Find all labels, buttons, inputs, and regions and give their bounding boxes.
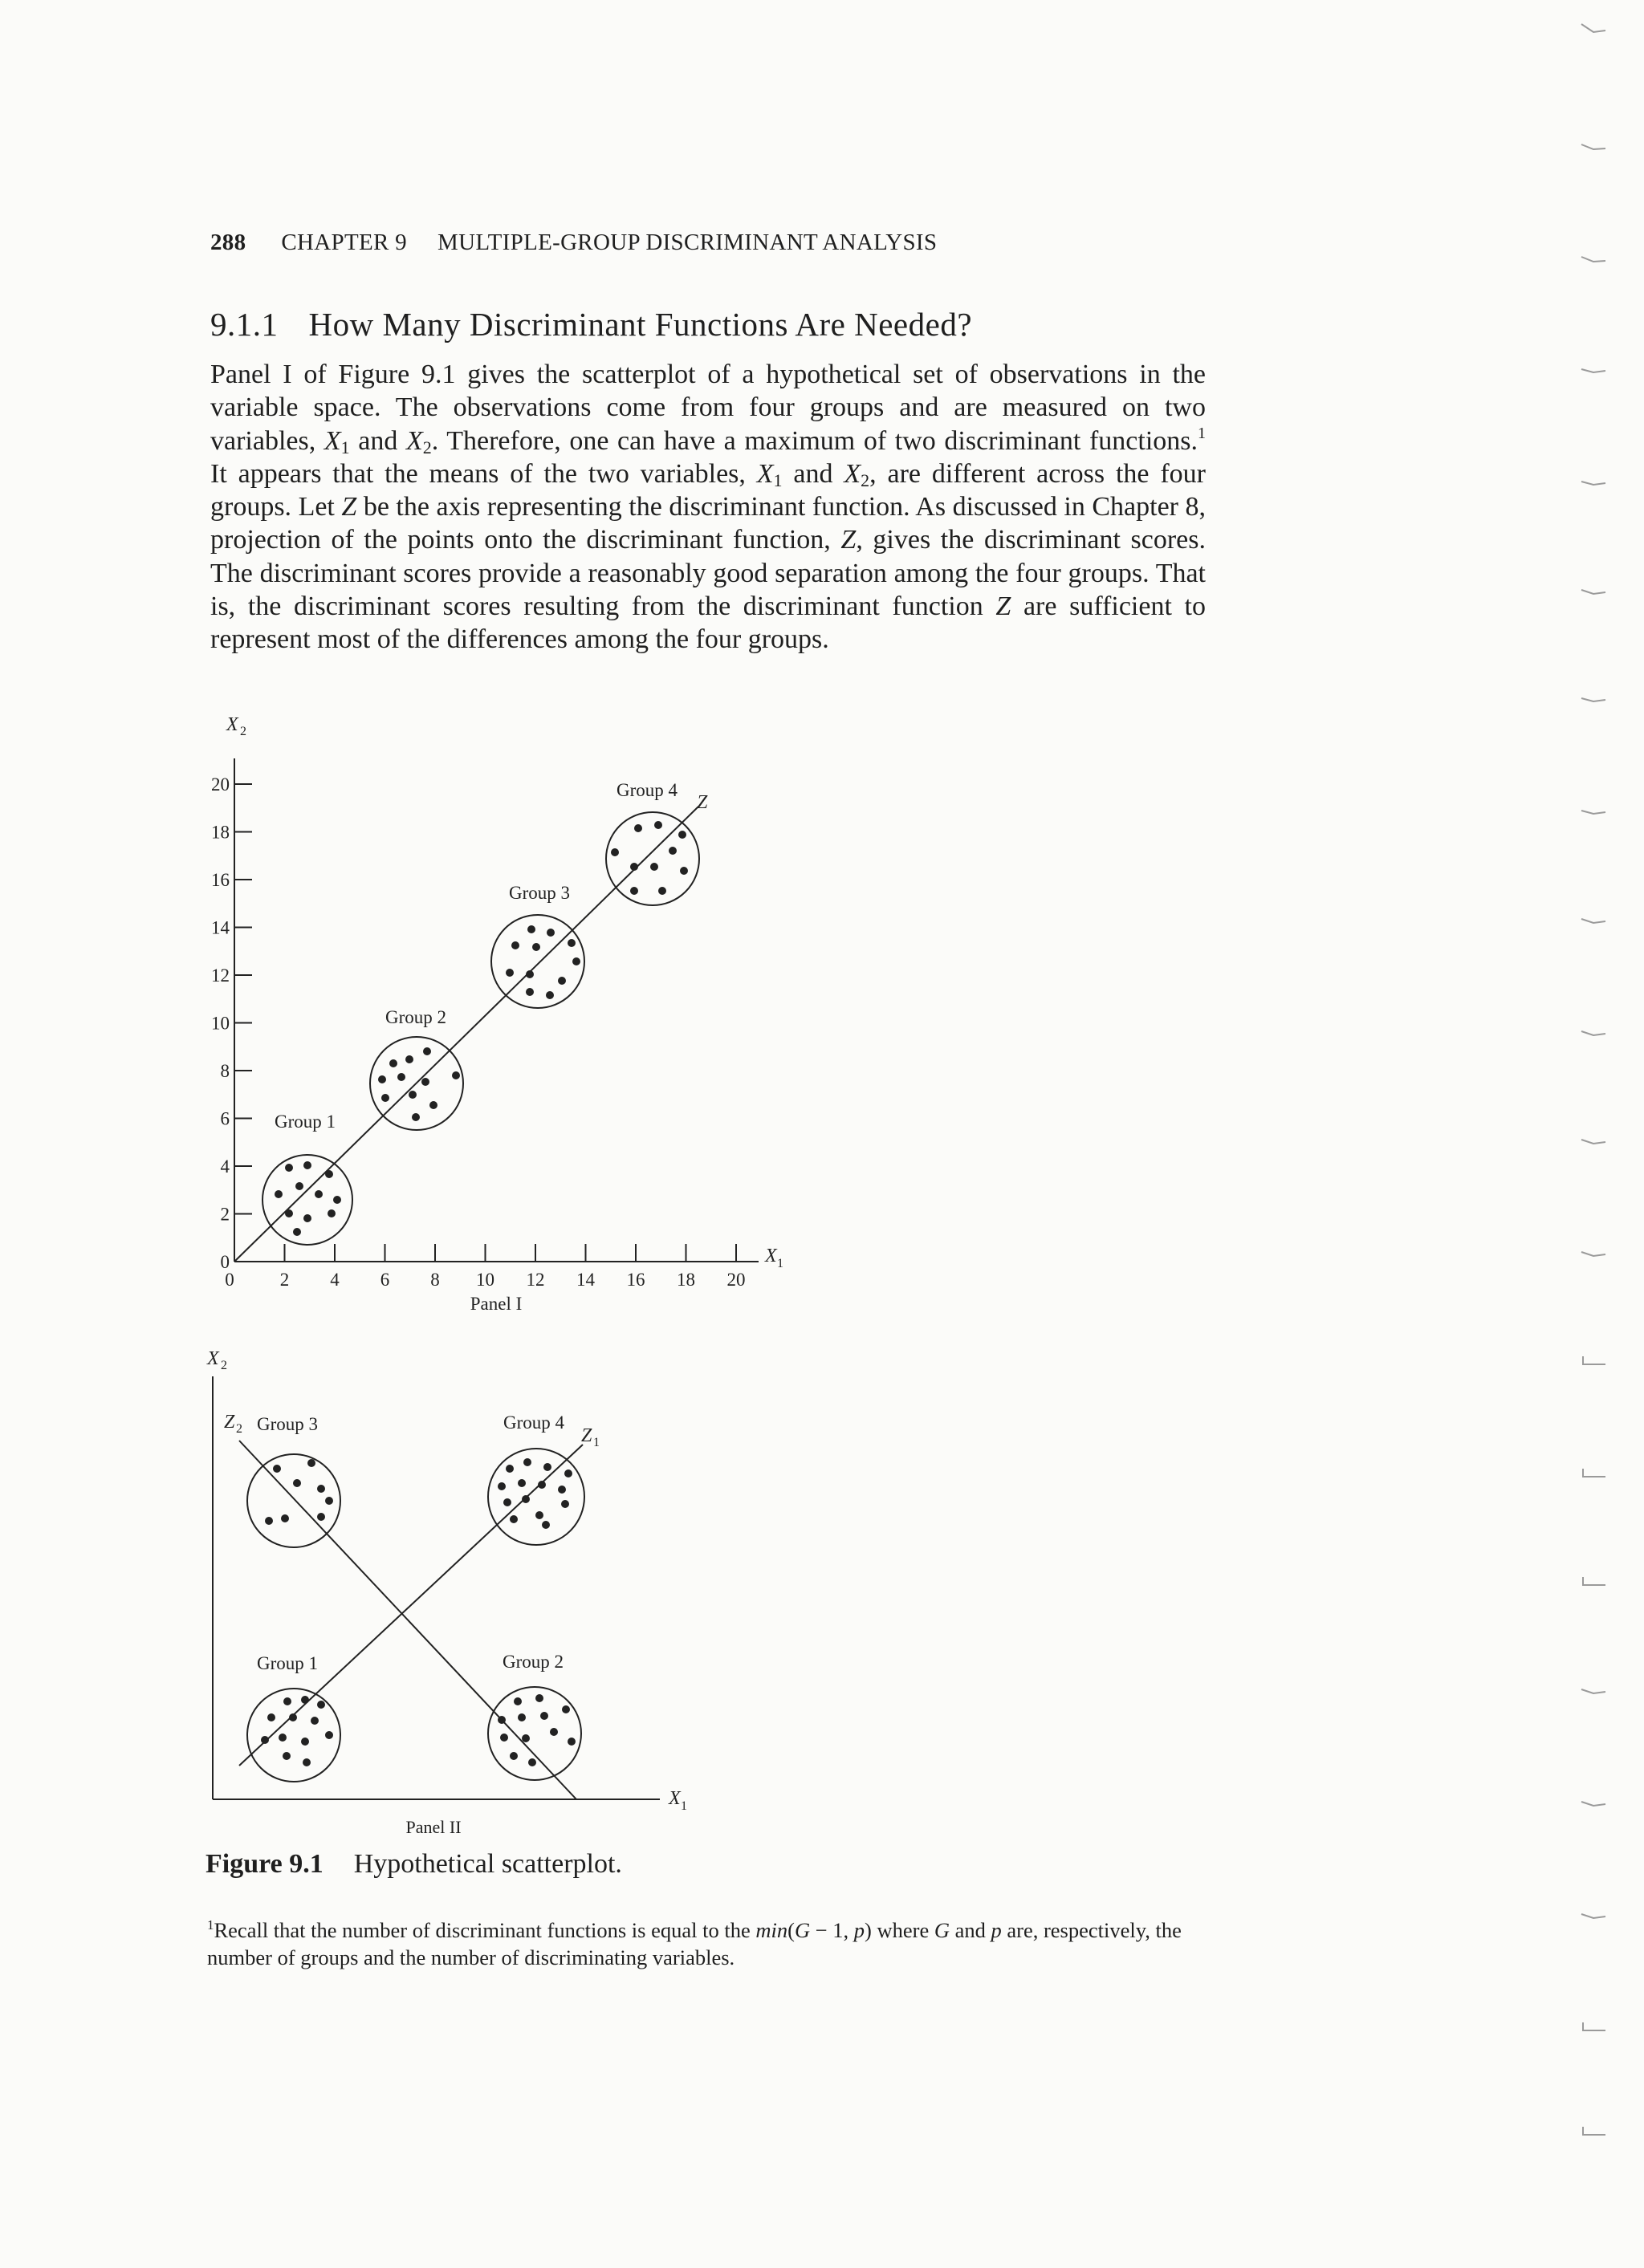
observation-point (538, 1481, 546, 1489)
observation-point (283, 1752, 291, 1760)
observation-point (275, 1190, 283, 1198)
y-tick-label: 18 (211, 822, 230, 843)
footnote-var-g: G (934, 1918, 950, 1942)
x-tick-label: 2 (279, 1270, 290, 1290)
scan-mark (1583, 2127, 1605, 2135)
observation-point (317, 1701, 325, 1709)
x-tick-label: 8 (430, 1270, 440, 1290)
footnote-reference: 1 (1198, 424, 1207, 442)
footnote-text: Recall that the number of discriminant functions is equal to the (214, 1918, 756, 1942)
x-tick-label: 20 (726, 1270, 746, 1290)
panel1-group1-label: Group 1 (275, 1112, 336, 1132)
x-tick-label: 12 (526, 1270, 545, 1290)
footnote-min: min (755, 1918, 788, 1942)
observation-point (527, 925, 535, 933)
footnote-text: ) where (865, 1918, 934, 1942)
var-x1-sub: 1 (340, 437, 350, 457)
scan-mark (1581, 919, 1605, 923)
observation-point (325, 1731, 333, 1739)
observation-point (265, 1517, 273, 1525)
observation-point (378, 1075, 386, 1083)
observation-point (498, 1482, 506, 1490)
scan-mark (1581, 369, 1605, 372)
observation-point (511, 941, 519, 949)
paragraph-text: are sufficient to represent most of the differences among the four groups. (210, 591, 1206, 655)
page-number: 288 (210, 230, 246, 255)
observation-point (522, 1734, 530, 1742)
panel2-observation-points (261, 1458, 576, 1766)
x-tick-label: 4 (330, 1270, 340, 1290)
observation-point (650, 863, 658, 871)
scan-mark (1581, 1802, 1605, 1806)
panel1-z-label: Z (697, 792, 708, 813)
panel2-group2-label: Group 2 (503, 1652, 564, 1672)
var-x2: X (844, 458, 861, 489)
observation-point (535, 1511, 543, 1519)
observation-point (634, 824, 642, 832)
observation-point (550, 1728, 558, 1736)
observation-point (568, 1738, 576, 1746)
observation-point (514, 1697, 522, 1705)
y-tick-label: 4 (220, 1156, 230, 1177)
scan-mark (1581, 24, 1605, 32)
paragraph-text: , are different across the four groups. Let (210, 458, 1206, 522)
panel1-group2-label: Group 2 (385, 1007, 447, 1027)
observation-point (506, 1465, 514, 1473)
y-tick-label: 16 (211, 870, 230, 890)
observation-point (562, 1705, 570, 1713)
x-tick-label: 16 (626, 1270, 645, 1290)
panel1-z-axis-line (234, 807, 698, 1262)
panel2-group3-label: Group 3 (257, 1414, 319, 1434)
paragraph-text: and (782, 458, 844, 489)
observation-point (273, 1465, 281, 1473)
var-x2-sub: 2 (861, 469, 870, 490)
y-tick-label: 10 (211, 1013, 230, 1034)
observation-point (325, 1497, 333, 1505)
observation-point (281, 1514, 289, 1522)
observation-point (381, 1094, 389, 1102)
var-z: Z (995, 591, 1011, 622)
observation-point (301, 1696, 309, 1704)
footnote-var-p: p (853, 1918, 865, 1942)
panel2-group4-circle (488, 1449, 584, 1545)
observation-point (409, 1091, 417, 1099)
scan-mark (1581, 1689, 1605, 1693)
footnote-text: − 1, (810, 1918, 854, 1942)
var-x2: X (405, 425, 423, 456)
x-tick-label: 10 (476, 1270, 494, 1290)
panel2-label: Panel II (405, 1817, 462, 1837)
observation-point (289, 1713, 297, 1721)
observation-point (518, 1479, 526, 1487)
observation-point (423, 1047, 431, 1055)
observation-point (510, 1515, 518, 1523)
observation-point (654, 821, 662, 829)
observation-point (532, 943, 540, 951)
panel1-x-axis-sub: 1 (777, 1257, 783, 1270)
observation-point (412, 1113, 420, 1121)
observation-point (301, 1738, 309, 1746)
panel1-x-axis-label: X (765, 1246, 777, 1266)
observation-point (528, 1758, 536, 1766)
panel2-z2-sub: 2 (236, 1422, 242, 1436)
observation-point (389, 1059, 397, 1067)
observation-point (611, 848, 619, 856)
observation-point (503, 1498, 511, 1506)
panel2-group1-label: Group 1 (257, 1653, 319, 1673)
observation-point (328, 1209, 336, 1217)
scan-mark (1583, 1577, 1605, 1585)
scan-mark (1581, 482, 1605, 485)
panel1-y-ticks (211, 774, 252, 1272)
observation-point (564, 1469, 572, 1477)
chapter-number: CHAPTER 9 (281, 230, 407, 255)
scan-mark (1581, 590, 1605, 594)
panel2-y-axis-label: X (207, 1348, 219, 1369)
panel1-group3-label: Group 3 (509, 883, 571, 903)
figure-caption-text: Hypothetical scatterplot. (353, 1849, 622, 1879)
observation-point (543, 1463, 551, 1471)
observation-point (669, 847, 677, 855)
observation-point (680, 867, 688, 875)
var-z: Z (840, 525, 857, 555)
panel2-x-axis-sub: 1 (681, 1799, 687, 1813)
observation-point (303, 1758, 311, 1766)
y-tick-label: 14 (211, 917, 230, 938)
x-tick-label: 14 (576, 1270, 595, 1290)
panel2-z2-label: Z (224, 1412, 235, 1433)
observation-point (522, 1495, 530, 1503)
observation-point (311, 1717, 319, 1725)
observation-point (558, 977, 566, 985)
panel1-x-ticks (225, 1244, 745, 1290)
scan-mark (1581, 257, 1605, 262)
panel-2 (206, 1348, 687, 1837)
observation-point (678, 831, 686, 839)
observation-point (572, 957, 580, 965)
observation-point (421, 1078, 429, 1086)
paragraph-text: . Therefore, one can have a maximum of two discriminant functions. (431, 425, 1198, 456)
var-x2-sub: 2 (422, 437, 432, 457)
observation-point (526, 970, 534, 978)
y-tick-label: 0 (220, 1252, 230, 1272)
observation-point (283, 1697, 291, 1705)
footnote-var-g: G (794, 1918, 811, 1942)
observation-point (261, 1736, 269, 1744)
observation-point (293, 1228, 301, 1236)
footnote-var-p: p (991, 1918, 1002, 1942)
panel2-z1-label: Z (581, 1425, 592, 1446)
section-title: How Many Discriminant Functions Are Needed? (308, 306, 973, 343)
observation-point (325, 1170, 333, 1178)
panel1-observation-points (275, 821, 688, 1236)
y-tick-label: 8 (220, 1061, 230, 1081)
observation-point (333, 1196, 341, 1204)
observation-point (540, 1712, 548, 1720)
scan-mark (1583, 2022, 1605, 2030)
observation-point (285, 1164, 293, 1172)
footnote-marker: 1 (207, 1917, 214, 1933)
paragraph-text: be the axis representing the discriminant function. As discussed in Chapter 8, projection of the points onto the discriminant function, (210, 492, 1206, 555)
panel2-group2-circle (488, 1687, 581, 1780)
var-x1: X (756, 458, 774, 489)
observation-point (500, 1734, 508, 1742)
observation-point (506, 969, 514, 977)
footnote-text: are, respectively, the number of groups and the number of discriminating variables. (207, 1918, 1182, 1969)
observation-point (303, 1214, 311, 1222)
paragraph-text: and (349, 425, 406, 456)
observation-point (561, 1500, 569, 1508)
scan-mark (1581, 1914, 1605, 1918)
scan-mark (1581, 144, 1605, 149)
footnote (207, 1916, 1211, 1971)
y-tick-label: 2 (220, 1204, 230, 1225)
observation-point (546, 991, 554, 999)
observation-point (630, 887, 638, 895)
y-tick-label: 20 (211, 774, 230, 795)
scan-mark (1581, 1140, 1605, 1144)
observation-point (568, 939, 576, 947)
observation-point (630, 863, 638, 871)
observation-point (429, 1101, 437, 1109)
observation-point (303, 1161, 311, 1169)
observation-point (285, 1209, 293, 1217)
figure-caption (206, 1849, 1169, 1880)
footnote-text: and (949, 1918, 991, 1942)
observation-point (518, 1713, 526, 1721)
paragraph-text: , gives the discriminant scores. The discriminant scores provide a reasonably good separation among the four groups. That is, the discriminant scores resulting from the discriminant function (210, 525, 1206, 622)
paragraph-text: Panel I of Figure 9.1 gives the scatterplot of a hypothetical set of observations in the variable space. The observations come from four groups and are measured on two variables, (210, 360, 1206, 456)
observation-point (405, 1055, 413, 1063)
observation-point (397, 1073, 405, 1081)
observation-point (658, 887, 666, 895)
panel1-y-axis-label: X (226, 714, 238, 735)
scan-mark (1581, 811, 1605, 814)
observation-point (307, 1459, 315, 1467)
scan-mark (1581, 1252, 1605, 1256)
panel2-z2-axis-line (239, 1441, 576, 1799)
scan-mark (1581, 1031, 1605, 1035)
observation-point (510, 1752, 518, 1760)
observation-point (526, 988, 534, 996)
x-tick-label: 0 (225, 1270, 234, 1290)
observation-point (558, 1486, 566, 1494)
panel2-x-axis-label: X (669, 1788, 681, 1809)
section-number: 9.1.1 (210, 306, 279, 343)
panel1-group4-circle (606, 812, 699, 905)
panel1-label: Panel I (470, 1294, 523, 1314)
scan-edge-marks (1581, 24, 1605, 2135)
y-tick-label: 6 (220, 1108, 230, 1129)
observation-point (315, 1190, 323, 1198)
footnote-text: ( (787, 1918, 795, 1942)
observation-point (535, 1694, 543, 1702)
observation-point (317, 1513, 325, 1521)
paragraph-text: It appears that the means of the two variables, (210, 458, 757, 489)
var-z: Z (341, 492, 357, 522)
observation-point (547, 929, 555, 937)
observation-point (317, 1485, 325, 1493)
panel1-y-axis-sub: 2 (240, 725, 246, 738)
observation-point (542, 1521, 550, 1529)
scan-mark (1583, 1356, 1605, 1364)
panel2-group4-label: Group 4 (503, 1412, 565, 1433)
panel1-group4-label: Group 4 (616, 780, 678, 800)
x-tick-label: 18 (677, 1270, 695, 1290)
panel-1 (211, 714, 783, 1314)
observation-point (267, 1713, 275, 1721)
x-tick-label: 6 (380, 1270, 390, 1290)
scan-mark (1581, 698, 1605, 701)
scan-mark (1583, 1469, 1605, 1477)
chapter-title: MULTIPLE-GROUP DISCRIMINANT ANALYSIS (437, 230, 938, 255)
var-x1-sub: 1 (773, 469, 783, 490)
figure-caption-label: Figure 9.1 (206, 1849, 324, 1879)
panel1-group3-circle (491, 915, 584, 1008)
observation-point (279, 1734, 287, 1742)
observation-point (523, 1458, 531, 1466)
panel2-y-axis-sub: 2 (221, 1359, 227, 1372)
observation-point (498, 1716, 506, 1724)
observation-point (293, 1479, 301, 1487)
var-x1: X (324, 425, 341, 456)
observation-point (295, 1182, 303, 1190)
observation-point (452, 1071, 460, 1079)
panel2-z1-sub: 1 (593, 1436, 600, 1449)
y-tick-label: 12 (211, 965, 230, 986)
